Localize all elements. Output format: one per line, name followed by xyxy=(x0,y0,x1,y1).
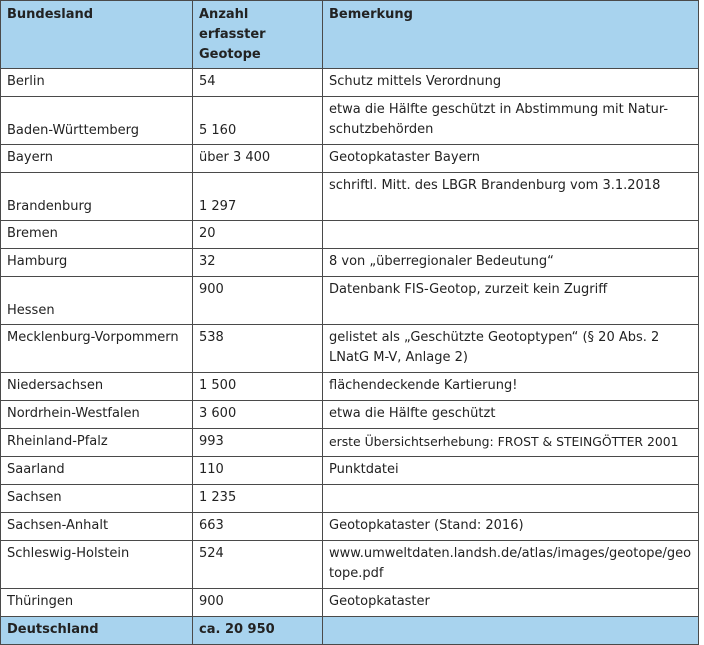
total-remark xyxy=(323,617,699,645)
cell-state: Bremen xyxy=(1,221,193,249)
table-row xyxy=(1,513,699,541)
cell-count: 5 160 xyxy=(193,97,323,145)
cell-state: Baden-Württemberg xyxy=(1,97,193,145)
cell-count: 3 600 xyxy=(193,401,323,429)
cell-remark: schriftl. Mitt. des LBGR Brandenburg vom 3.1.2018 xyxy=(323,173,699,221)
table-row xyxy=(1,429,699,457)
table-row xyxy=(1,541,699,589)
total-state: Deutschland xyxy=(1,617,193,645)
cell-remark: gelistet als „Geschützte Geotoptypen“ (§ 20 Abs. 2 LNatG M-V, Anlage 2) xyxy=(323,325,699,373)
cell-state: Rheinland-Pfalz xyxy=(1,429,193,457)
cell-count: 524 xyxy=(193,541,323,589)
cell-count: 1 297 xyxy=(193,173,323,221)
cell-count: 20 xyxy=(193,221,323,249)
table-row xyxy=(1,221,699,249)
cell-remark: Geotopkataster Bayern xyxy=(323,145,699,173)
table-header-row xyxy=(1,1,699,69)
table-row xyxy=(1,97,699,145)
cell-count: 32 xyxy=(193,249,323,277)
cell-remark: Schutz mittels Verordnung xyxy=(323,69,699,97)
cell-state: Niedersachsen xyxy=(1,373,193,401)
table-row xyxy=(1,277,699,325)
cell-remark: etwa die Hälfte geschützt in Abstimmung mit Natur-schutzbehörden xyxy=(323,97,699,145)
cell-remark: 8 von „überregionaler Bedeutung“ xyxy=(323,249,699,277)
cell-remark: Geotopkataster xyxy=(323,589,699,617)
cell-count: 538 xyxy=(193,325,323,373)
cell-count: 1 500 xyxy=(193,373,323,401)
cell-state: Mecklenburg-Vorpommern xyxy=(1,325,193,373)
table-row xyxy=(1,145,699,173)
cell-remark: Datenbank FIS-Geotop, zurzeit kein Zugriff xyxy=(323,277,699,325)
table-row xyxy=(1,589,699,617)
cell-state: Saarland xyxy=(1,457,193,485)
table-row xyxy=(1,401,699,429)
cell-state: Bayern xyxy=(1,145,193,173)
table-row xyxy=(1,69,699,97)
cell-state: Hessen xyxy=(1,277,193,325)
header-remark: Bemerkung xyxy=(323,1,699,69)
table-row xyxy=(1,373,699,401)
table-row xyxy=(1,485,699,513)
header-state: Bundesland xyxy=(1,1,193,69)
cell-state: Schleswig-Holstein xyxy=(1,541,193,589)
cell-state: Sachsen xyxy=(1,485,193,513)
cell-remark: erste Übersichtserhebung: FROST & STEINGÖTTER 2001 xyxy=(323,429,699,457)
cell-state: Brandenburg xyxy=(1,173,193,221)
cell-remark: flächendeckende Kartierung! xyxy=(323,373,699,401)
cell-count: 110 xyxy=(193,457,323,485)
cell-remark: etwa die Hälfte geschützt xyxy=(323,401,699,429)
cell-count: 663 xyxy=(193,513,323,541)
cell-remark: www.umweltdaten.landsh.de/atlas/images/geotope/geotope.pdf xyxy=(323,541,699,589)
cell-state: Nordrhein-Westfalen xyxy=(1,401,193,429)
cell-count: 900 xyxy=(193,589,323,617)
cell-remark xyxy=(323,221,699,249)
table-row xyxy=(1,173,699,221)
cell-remark: Geotopkataster (Stand: 2016) xyxy=(323,513,699,541)
cell-remark: Punktdatei xyxy=(323,457,699,485)
cell-count: 900 xyxy=(193,277,323,325)
cell-state: Sachsen-Anhalt xyxy=(1,513,193,541)
cell-state: Berlin xyxy=(1,69,193,97)
total-row xyxy=(1,617,699,645)
cell-count: 1 235 xyxy=(193,485,323,513)
cell-count: 54 xyxy=(193,69,323,97)
table-row xyxy=(1,249,699,277)
cell-state: Hamburg xyxy=(1,249,193,277)
table-row xyxy=(1,325,699,373)
cell-count: über 3 400 xyxy=(193,145,323,173)
cell-remark xyxy=(323,485,699,513)
total-count: ca. 20 950 xyxy=(193,617,323,645)
cell-count: 993 xyxy=(193,429,323,457)
header-count: Anzahl erfasster Geotope xyxy=(193,1,323,69)
cell-state: Thüringen xyxy=(1,589,193,617)
table-row xyxy=(1,457,699,485)
